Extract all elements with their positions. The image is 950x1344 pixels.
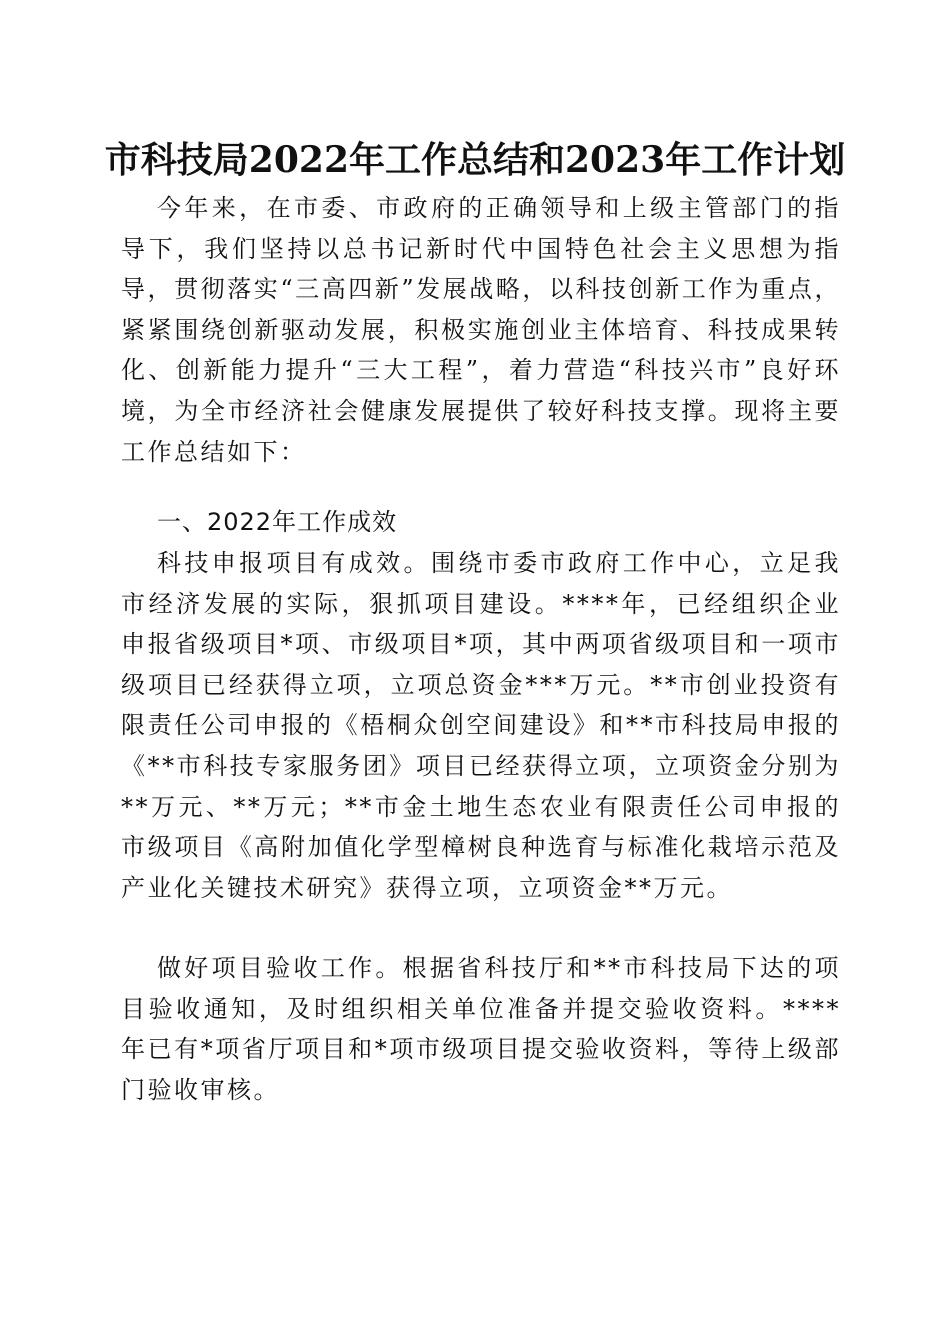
section-heading: 一、2022年工作成效 bbox=[157, 508, 398, 536]
project-application-paragraph: 科技申报项目有成效。围绕市委市政府工作中心，立足我市经济发展的实际，狠抓项目建设。****年，已经组织企业申报省级项目*项、市级项目*项，其中两项省级项目和一项市级项目已经获得立项，立项总资金***万元。**市创业投资有限责任公司申报的《梧桐众创空间建设》和**市科技局申报的《**市科技专家服务团》项目已经获得立项，立项资金分别为**万元、**万元；**市金土地生态农业有限责任公司申报的市级项目《高附加值化学型樟树良种选育与标准化栽培示范及产业化关键技术研究》获得立项，立项资金**万元。 bbox=[121, 549, 841, 902]
document-title: 市科技局2022年工作总结和2023年工作计划 bbox=[104, 139, 846, 181]
project-acceptance-paragraph: 做好项目验收工作。根据省科技厅和**市科技局下达的项目验收通知，及时组织相关单位准备并提交验收资料。****年已有*项省厅项目和*项市级项目提交验收资料，等待上级部门验收审核。 bbox=[121, 954, 841, 1104]
intro-paragraph: 今年来，在市委、市政府的正确领导和上级主管部门的指导下，我们坚持以总书记新时代中国特色社会主义思想为指导，贯彻落实“三高四新”发展战略，以科技创新工作为重点，紧紧围绕创新驱动发展，积极实施创业主体培育、科技成果转化、创新能力提升“三大工程”，着力营造“科技兴市”良好环境，为全市经济社会健康发展提供了较好科技支撑。现将主要工作总结如下： bbox=[121, 194, 841, 466]
